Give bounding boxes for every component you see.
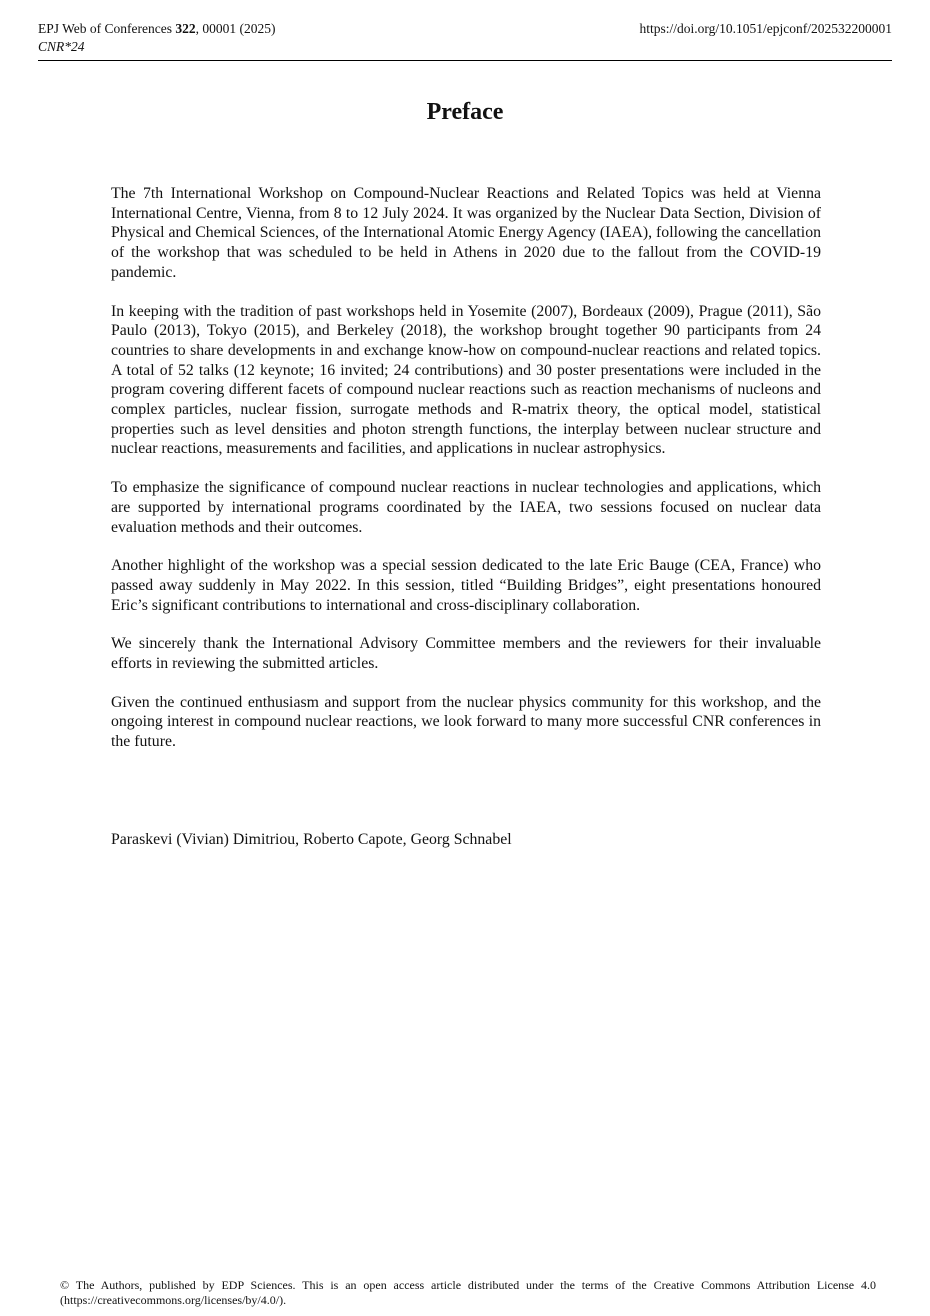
- journal-citation: [38, 20, 276, 56]
- doi-link[interactable]: https://doi.org/10.1051/epjconf/202532200001: [639, 21, 892, 36]
- paragraph: Another highlight of the workshop was a special session dedicated to the late Eric Bauge (CEA, France) who passed away suddenly in May 2022. In this session, titled “Building Bridges”, eight presentations honoured Eric’s significant contributions to international and cross-disciplinary collaboration.: [111, 557, 821, 614]
- author-signature: Paraskevi (Vivian) Dimitriou, Roberto Capote, Georg Schnabel: [111, 831, 512, 848]
- paragraph: To emphasize the significance of compound nuclear reactions in nuclear technologies and applications, which are supported by international programs coordinated by the IAEA, two sessions focused on nuclear data evaluation methods and their outcomes.: [111, 479, 821, 536]
- paragraph: In keeping with the tradition of past workshops held in Yosemite (2007), Bordeaux (2009), Prague (2011), São Paulo (2013), Tokyo (2015), and Berkeley (2018), the workshop brought together 90 participants from 24 countries to share developments in and exchange know-how on compound-nuclear reactions and related topics. A total of 52 talks (12 keynote; 16 invited; 24 contributions) and 30 poster presentations were included in the program covering different facets of compound nuclear reactions such as reaction mechanisms of nucleons and complex particles, nuclear fission, surrogate methods and R-matrix theory, the optical model, statistical properties such as level densities and photon strength functions, the interplay between nuclear structure and nuclear reactions, measurements and facilities, and applications in nuclear astrophysics.: [111, 302, 821, 458]
- conference-name: CNR*24: [38, 39, 85, 54]
- preface-body: [111, 184, 821, 771]
- paragraph: We sincerely thank the International Advisory Committee members and the reviewers for their invaluable efforts in reviewing the submitted articles.: [111, 635, 821, 673]
- paragraph: The 7th International Workshop on Compound-Nuclear Reactions and Related Topics was held at Vienna International Centre, Vienna, from 8 to 12 July 2024. It was organized by the Nuclear Data Section, Division of Physical and Chemical Sciences, of the International Atomic Energy Agency (IAEA), following the cancellation of the workshop that was scheduled to be held in Athens in 2020 due to the fallout from the COVID-19 pandemic.: [111, 185, 821, 281]
- journal-name: EPJ Web of Conferences: [38, 21, 176, 36]
- journal-volume: 322: [175, 21, 196, 36]
- paragraph: Given the continued enthusiasm and support from the nuclear physics community for this workshop, and the ongoing interest in compound nuclear reactions, we look forward to many more successful CNR conferences in the future.: [111, 693, 821, 751]
- license-footer: © The Authors, published by EDP Sciences. This is an open access article distributed under the terms of the Creative Commons Attribution License 4.0 (https://creativecommons.org/licenses/by/4.0/).: [60, 1278, 876, 1307]
- page-title: Preface: [426, 99, 504, 125]
- page-header: [38, 20, 892, 61]
- article-number: , 00001 (2025): [195, 21, 276, 36]
